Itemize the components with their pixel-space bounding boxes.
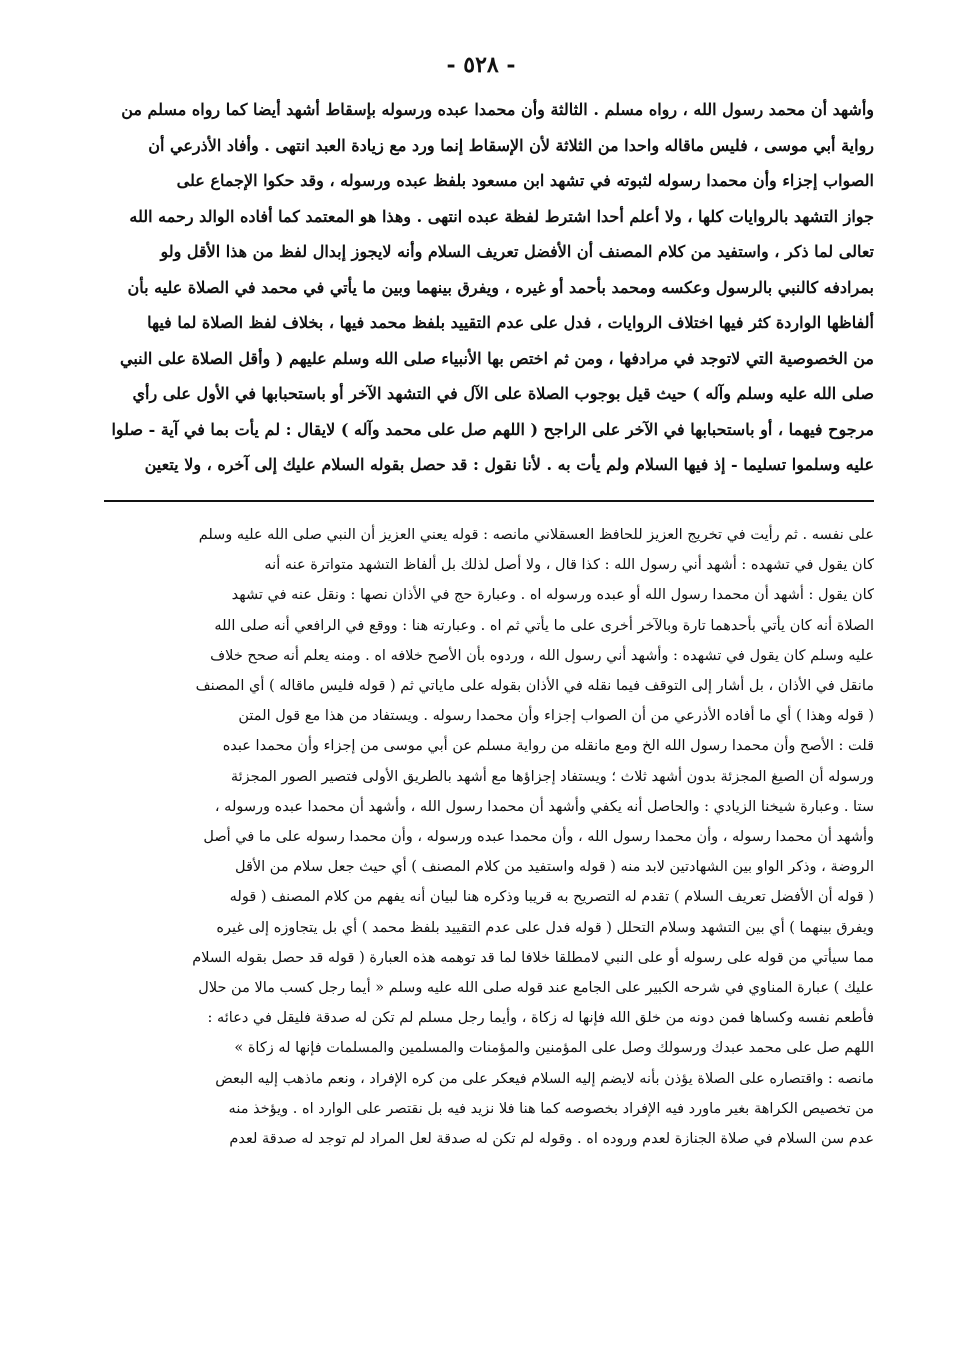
main-text-line: رواية أبي موسى ، فليس ماقاله واحدا من الثلاثة لأن الإسقاط إنما ورد مع زيادة العبد انتهى . وأفاد الأذرعي أن bbox=[148, 135, 874, 155]
main-text-line: الصواب إجزاء وأن محمدا رسوله لثبوته في تشهد ابن مسعود بلفظ عبده ورسوله ، وقد حكوا الإجماع على bbox=[176, 171, 874, 190]
footnote-line: كان يقول في تشهده : أشهد أني رسول الله : كذا قال ، ولا أصل لذلك بل ألفاظ التشهد متواترة عنه أنه bbox=[264, 557, 874, 574]
main-text-line: عليه وسلموا تسليما - إذ فيها السلام ولم يأت به . لأنا نقول : قد حصل بقوله السلام عليك إلى آخره ، ولا يتعين bbox=[144, 455, 874, 474]
footnote-line: الصلاة أنه كان يأتي بأحدهما تارة وبالآخر أخرى على ما يأتي ثم اه . وعبارته هنا : ووقع في الرافعي أنه صلى الله bbox=[214, 617, 874, 634]
footnote-line: ( قوله وهذا ) أي ما أفاده الأذرعي من أن الصواب إجزاء وأن محمدا رسوله . ويستفاد من هذا مع قول المتن bbox=[238, 708, 874, 725]
main-text-line: ألفاظها الواردة كثر فيها اختلاف الروايات ، فدل على عدم التقييد بلفظ محمد فيها ، بخلاف لفظ الصلاة لما فيها bbox=[147, 313, 874, 332]
footnote-line: مانقل في الأذان ، بل أشار إلى التوقف فيما نقله في الأذان بقوله على ماياتي ثم ( قوله فليس ماقاله ) أي المصنف bbox=[195, 678, 874, 695]
footnote-line: اللهم صل على محمد عبدك ورسولك وصل على المؤمنين والمؤمنات والمسلمين والمسلمات فإنها له زكاة » bbox=[234, 1040, 874, 1057]
footnote-line: الروضة ، وذكر الواو بين الشهادتين لابد منه ( قوله واستفيد من كلام المصنف ) أي حيث جعل سلام من الأقل bbox=[234, 859, 874, 876]
main-text-line: بمرادفه كالنبي بالرسول وعكسه ومحمد بأحمد أو غيره ، ويفرق بينهما وبين ما يأتي في محمد في الصلاة عليه بأن bbox=[127, 277, 874, 297]
footnote-line: من تخصيص الكراهة بغير ماورد فيه الإفراد بخصوصه كما هنا فلا نزيد فيه بل نقتصر على الوارد اه . ويؤخذ منه bbox=[228, 1100, 874, 1117]
main-text-line: جواز التشهد بالروايات كلها ، ولا أعلم أحدا اشترط لفظة عبده انتهى . وهذا هو المعتمد كما أفاده الوالد رحمه الله bbox=[129, 206, 874, 226]
footnote-line: عليه وسلم كان يقول في تشهده : وأشهد أني رسول الله ، وردوه بأن الأصح خلافه اه . ومنه يعلم أنه صحح خلاف bbox=[210, 647, 874, 664]
footnote-line: عليك ) عبارة المناوي في شرحه الكبير على الجامع عند قوله صلى الله عليه وسلم « أيما رجل كسب مالا من حلال bbox=[198, 980, 874, 997]
footnote-line: ( قوله أن الأفضل تعريف السلام ) تقدم له التصريح به قريبا وذكره هنا لبيان أنه يفهم من كلام المصنف ( قوله bbox=[229, 889, 874, 906]
footnote-line: على نفسه . ثم رأيت في تخريج العزيز للحافظ العسقلاني مانصه : قوله يعني العزيز أن النبي صلى الله عليه وسلم bbox=[198, 527, 874, 543]
footnote-line: فأطعم نفسه وكساها فمن دونه من خلق الله فإنها له زكاة ، وأيما رجل مسلم لم تكن له صدقة فليقل في دعائه : bbox=[207, 1010, 874, 1027]
footnote-line: ويفرق بينهما ) أي بين التشهد وسلام التحلل ( قوله فدل على عدم التقييد بلفظ محمد ) أي بل يتجاوزه إلى غيره bbox=[216, 919, 874, 936]
main-text-block bbox=[104, 92, 874, 483]
main-text-line: من الخصوصية التي لاتوجد في مرادفها ، ومن ثم اختص بها الأنبياء صلى الله وسلم عليهم ( وأقل الصلاة على النبي bbox=[119, 348, 874, 368]
footnote-line: قلت : الأصح وأن محمدا رسول الله الخ ومع مانقله من رواية مسلم عن أبي موسى من إجزاء وأن محمدا عبده bbox=[222, 738, 874, 755]
main-text-line: صلى الله عليه وسلم وآله ) حيث قيل بوجوب الصلاة على الآل في التشهد الآخر أو باستحبابها في الأول على رأي bbox=[132, 384, 874, 403]
footnote-text-block bbox=[104, 520, 874, 1154]
footnote-line: مانصه : واقتصاره على الصلاة يؤذن بأنه لايضم إليه السلام فيعكر على من كره الإفراد ، ونعم ماذهب إليه البعض bbox=[215, 1070, 874, 1087]
main-text-line: مرجوح فيهما ، أو باستحبابها في الآخر على الراجح ( اللهم صل على محمد وآله ) لايقال : لم يأت بما في آية - صلوا bbox=[111, 419, 874, 439]
footnote-line: ورسوله أن الصيغ المجزئة بدون أشهد ثلاث ؛ ويستفاد إجزاؤها مع أشهد بالطريق الأولى فتصير الصور المجزئة bbox=[230, 768, 874, 785]
footnote-line: مما سيأتي من قوله على رسوله أو على النبي لامطلقا خلافا لما قد توهمه هذه العبارة ( قوله قد حصل بقوله السلام bbox=[192, 949, 874, 966]
main-text-line: تعالى لما ذكر ، واستفيد من كلام المصنف أن الأفضل تعريف السلام وأنه لايجوز إبدال لفظ من هذا الأقل ولو bbox=[160, 242, 874, 261]
main-text-line: وأشهد أن محمد رسول الله ، رواه مسلم . الثالثة وأن محمدا عبده ورسوله بإسقاط أشهد أيضا كما رواه مسلم من bbox=[121, 100, 874, 119]
footnote-line: وأشهد أن محمدا رسوله ، وأن محمدا رسول الله ، وأن محمدا عبده ورسوله ، وأن محمدا رسوله على ما في أصل bbox=[203, 829, 874, 846]
page-number: - ٥٢٨ - bbox=[446, 52, 516, 78]
footnote-line: عدم سن السلام في صلاة الجنازة لعدم وروده اه . وقوله لم تكن له صدقة لعل المراد لم توجد له صدقة لعدم bbox=[229, 1131, 874, 1148]
footnote-line: ستا . وعبارة شيخنا الزيادي : والحاصل أنه يكفي وأشهد أن محمدا رسول الله ، وأشهد أن محمدا عبده ورسوله ، bbox=[214, 798, 874, 815]
footnote-divider bbox=[104, 500, 874, 502]
footnote-line: كان يقول : أشهد أن محمدا رسول الله أو عبده ورسوله اه . وعبارة حج في الأذان نصها : ونقل عنه في تشهد bbox=[231, 587, 874, 604]
